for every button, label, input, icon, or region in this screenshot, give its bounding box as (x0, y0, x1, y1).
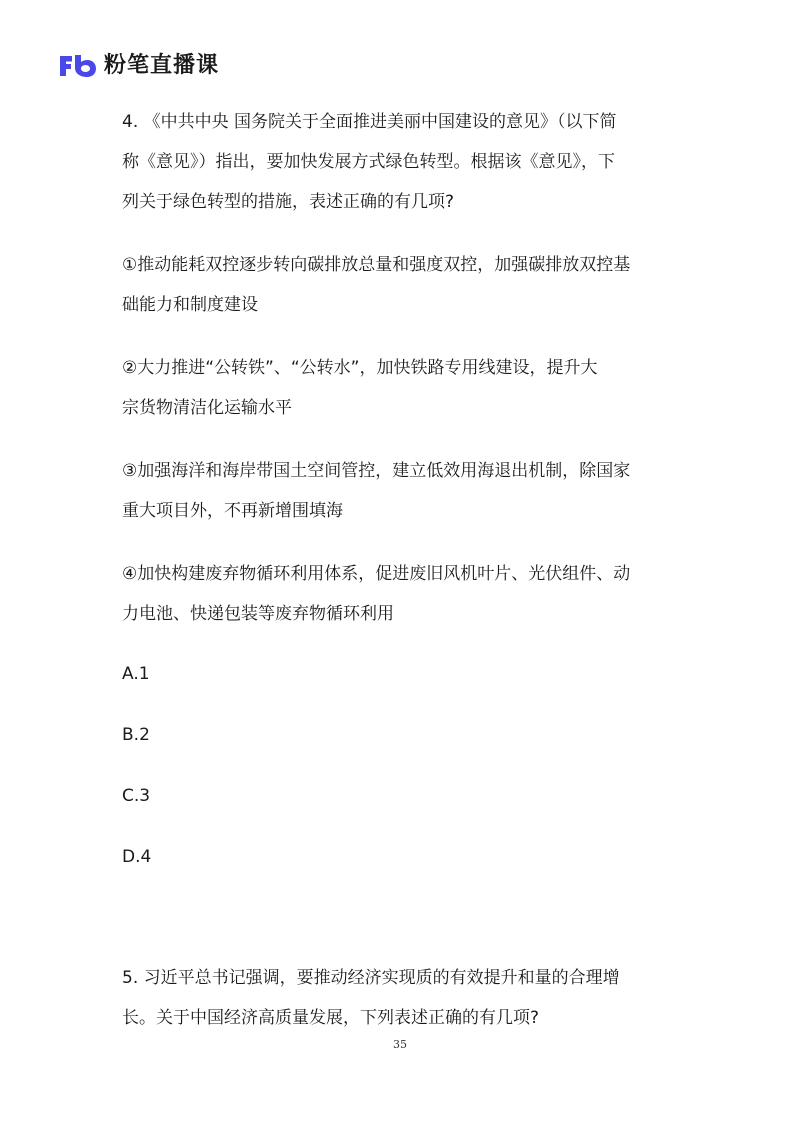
q4-statement-1-line: ①推动能耗双控逐步转向碳排放总量和强度双控，加强碳排放双控基 (122, 255, 631, 275)
brand-name: 粉笔直播课 (104, 53, 220, 78)
q4-statement-3-line: 重大项目外，不再新增围填海 (122, 501, 343, 521)
q4-statement-1-line: 础能力和制度建设 (122, 295, 258, 315)
q4-option-a: A.1 (122, 664, 150, 684)
q5-stem-line: 长。关于中国经济高质量发展，下列表述正确的有几项? (122, 1008, 540, 1028)
q4-option-d: D.4 (122, 847, 152, 867)
brand-header (58, 50, 219, 82)
q4-option-b: B.2 (122, 725, 150, 745)
fb-logo-icon (58, 53, 98, 79)
q4-statement-4-line: 力电池、快递包装等废弃物循环利用 (122, 604, 394, 624)
q4-statement-4-line: ④加快构建废弃物循环利用体系，促进废旧风机叶片、光伏组件、动 (122, 564, 631, 584)
q5-stem-line: 5. 习近平总书记强调，要推动经济实现质的有效提升和量的合理增 (122, 968, 620, 988)
page-number: 35 (393, 1038, 407, 1051)
q4-option-c: C.3 (122, 786, 151, 806)
q4-stem-line: 列关于绿色转型的措施，表述正确的有几项? (122, 192, 455, 212)
q4-stem-line: 4. 《中共中央 国务院关于全面推进美丽中国建设的意见》（以下简 (122, 112, 617, 132)
q4-stem-line: 称《意见》）指出，要加快发展方式绿色转型。根据该《意见》，下 (122, 152, 615, 172)
q4-statement-2-line: 宗货物清洁化运输水平 (122, 398, 292, 418)
q4-statement-2-line: ②大力推进“公转铁”、“公转水”，加快铁路专用线建设，提升大 (122, 358, 598, 378)
q4-statement-3-line: ③加强海洋和海岸带国土空间管控，建立低效用海退出机制，除国家 (122, 461, 631, 481)
